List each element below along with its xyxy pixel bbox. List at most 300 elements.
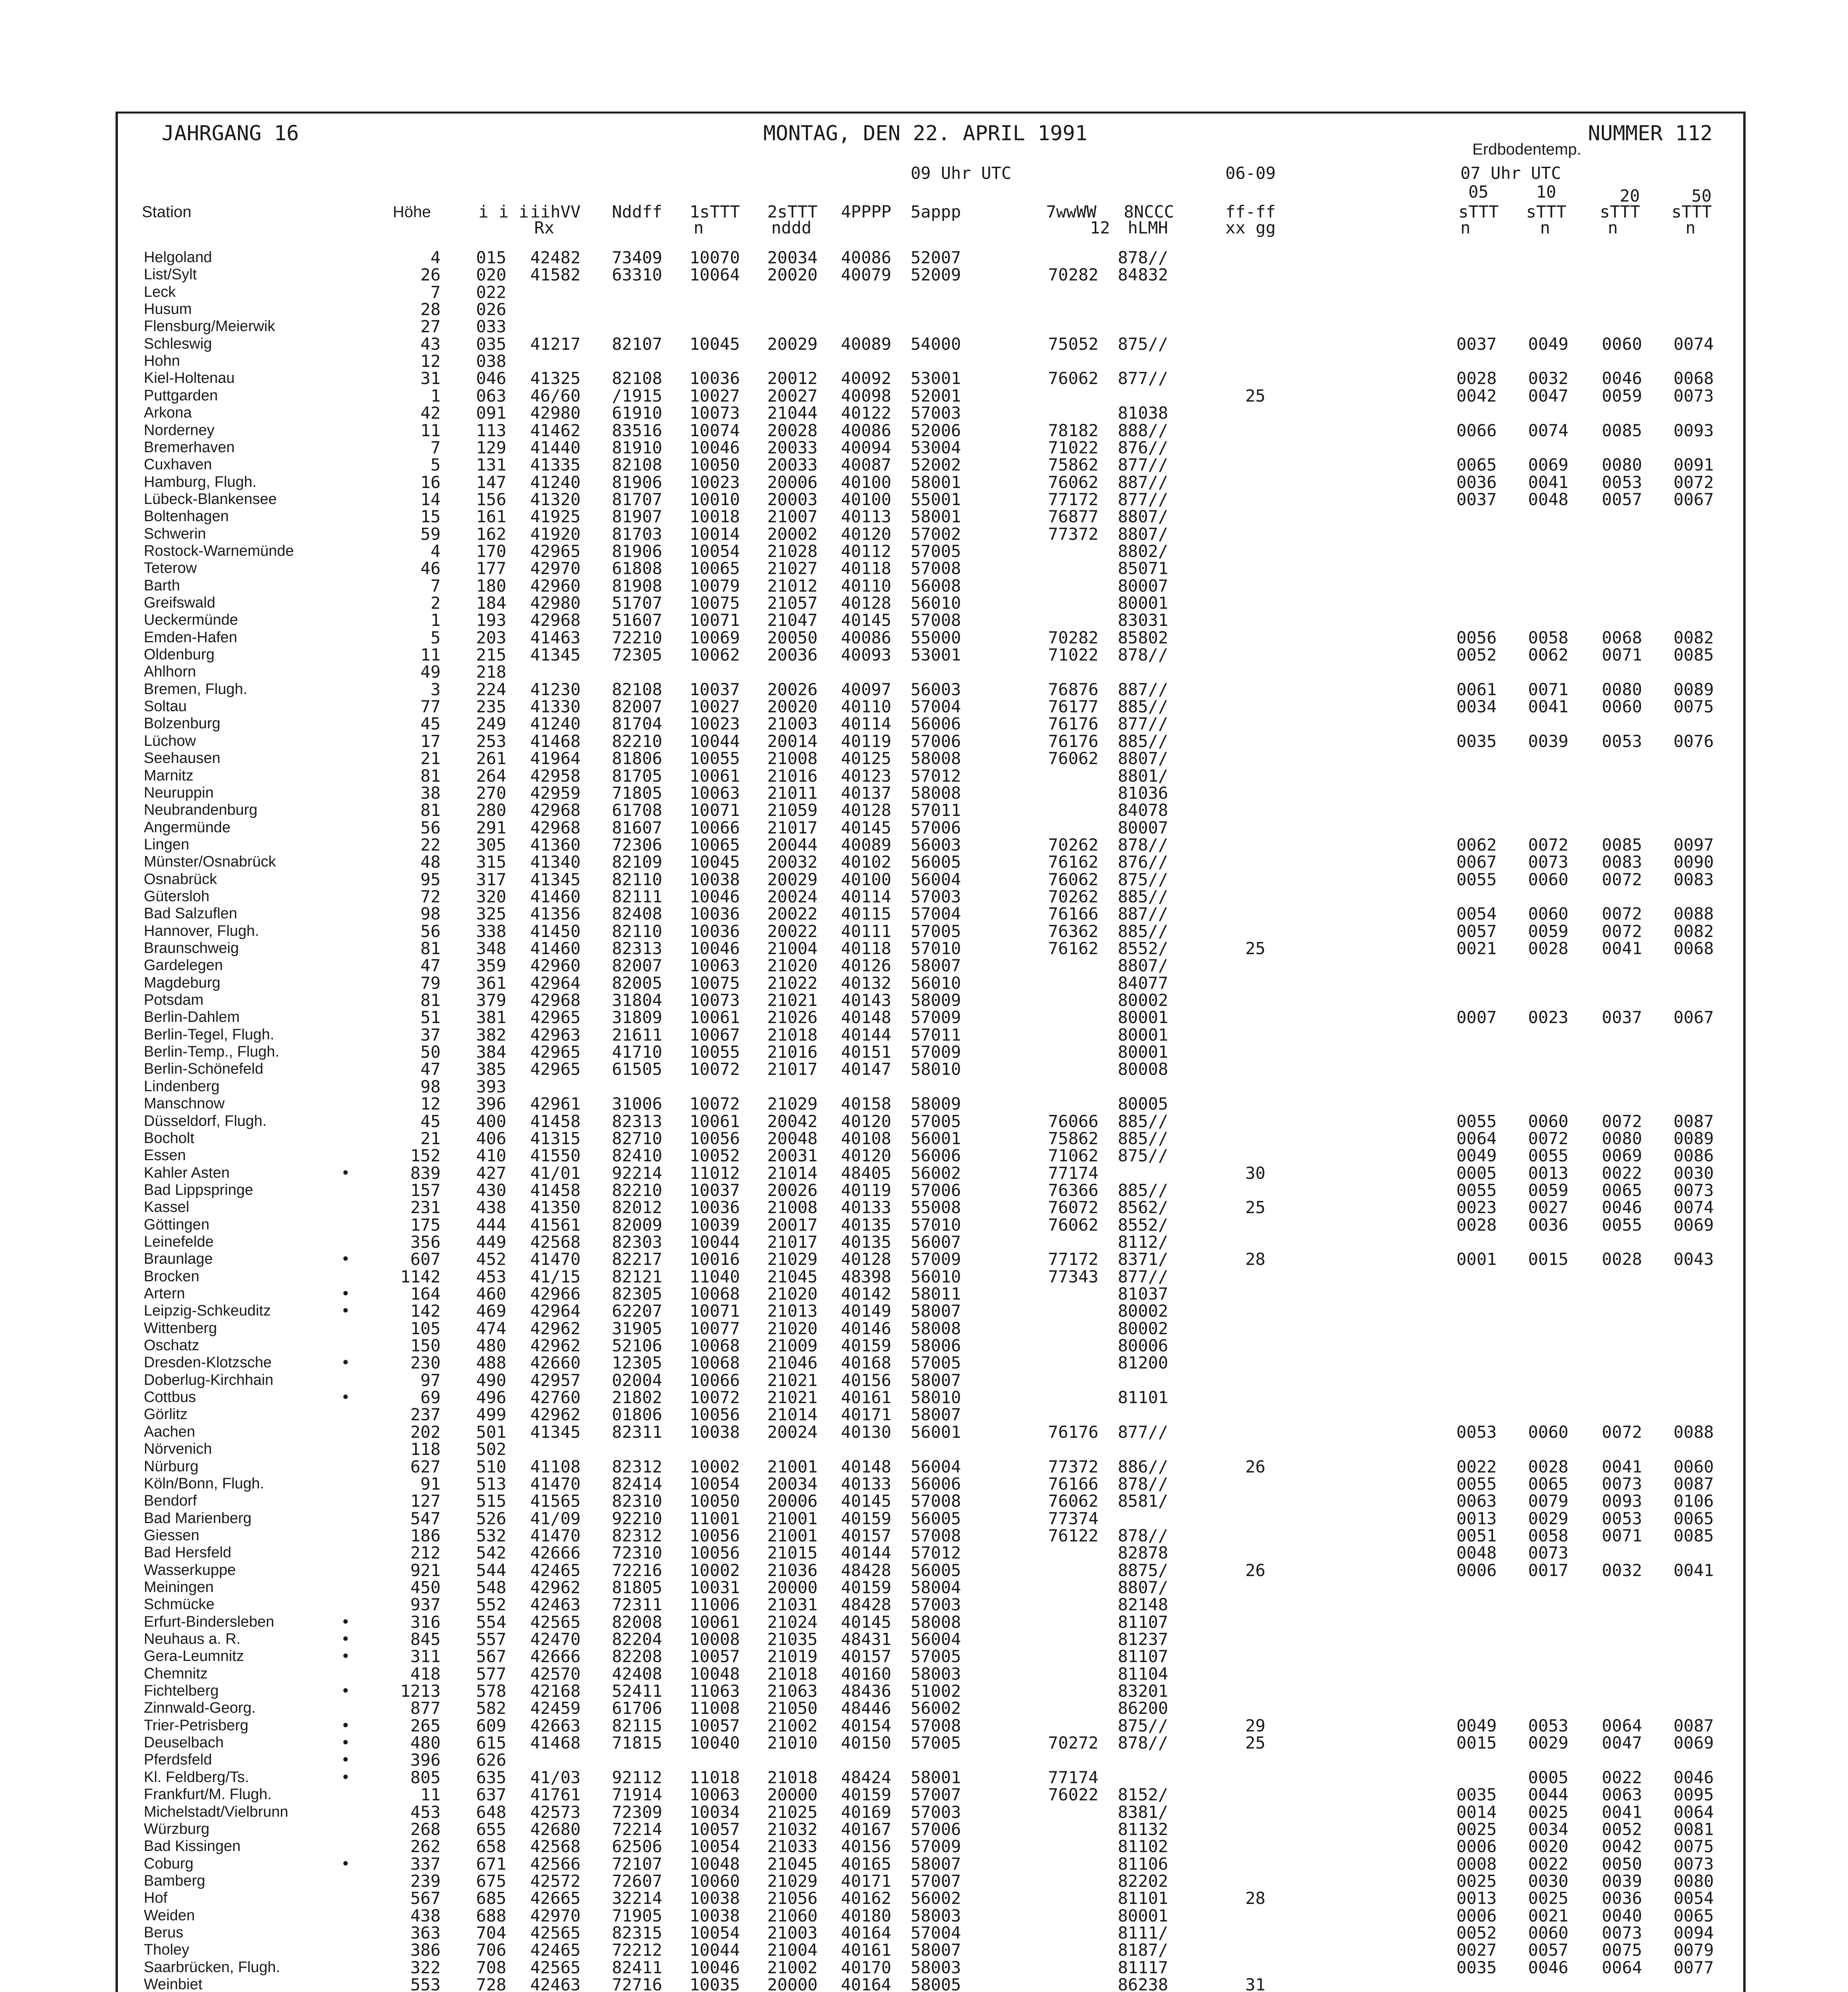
table-row xyxy=(118,543,1739,560)
cell-g7: 77172 xyxy=(1048,1249,1099,1269)
table-row xyxy=(118,422,1739,439)
cell-t50: 0094 xyxy=(1674,1923,1714,1943)
cell-g8: 887// xyxy=(1118,472,1168,492)
cell-t50: 0093 xyxy=(1674,420,1714,440)
cell-iii: 348 xyxy=(476,939,506,958)
table-row xyxy=(118,1337,1739,1354)
cell-nddff: 81704 xyxy=(612,714,662,734)
cell-g1: 10044 xyxy=(690,1940,740,1960)
cell-g4: 40171 xyxy=(841,1871,892,1891)
cell-station: Oldenburg xyxy=(144,646,215,663)
cell-g5: 57006 xyxy=(911,731,961,751)
cell-g2: 21002 xyxy=(767,1716,818,1735)
cell-iihvv: 42968 xyxy=(530,800,581,820)
cell-g2: 21001 xyxy=(767,1525,818,1545)
cell-g4: 40160 xyxy=(841,1664,892,1684)
cell-t20: 0022 xyxy=(1602,1163,1642,1183)
cell-iii: 637 xyxy=(476,1785,506,1805)
table-row xyxy=(118,1631,1739,1648)
cell-g5: 57006 xyxy=(911,818,961,837)
table-row xyxy=(118,1043,1739,1061)
cell-nddff: 73409 xyxy=(612,248,662,267)
table-row xyxy=(118,404,1739,422)
cell-nddff: 82108 xyxy=(612,369,662,388)
cell-hoehe: 77 xyxy=(420,697,441,717)
cell-g4: 40110 xyxy=(841,576,892,596)
cell-iii: 544 xyxy=(476,1560,506,1580)
cell-g2: 20006 xyxy=(767,472,818,492)
cell-t50: 0073 xyxy=(1674,386,1714,406)
cell-nddff: 31006 xyxy=(612,1094,662,1114)
cell-nddff: 72210 xyxy=(612,627,662,647)
cell-iii: 022 xyxy=(476,282,506,302)
cell-iii: 038 xyxy=(476,351,506,371)
cell-g2: 21009 xyxy=(767,1336,818,1356)
cell-station: Bad Lippspringe xyxy=(144,1181,253,1198)
cell-g7: 76166 xyxy=(1048,1474,1099,1494)
cell-iii: 162 xyxy=(476,524,506,544)
cell-nddff: /1915 xyxy=(612,386,662,406)
cell-nddff: 81705 xyxy=(612,766,662,786)
cell-t20: 0053 xyxy=(1602,472,1642,492)
cell-t20: 0083 xyxy=(1602,852,1642,872)
cell-iihvv: 42965 xyxy=(530,1008,581,1027)
cell-g8: 875// xyxy=(1118,869,1168,889)
cell-g4: 40128 xyxy=(841,800,892,820)
cell-g1: 10055 xyxy=(690,1042,740,1062)
cell-g4: 40108 xyxy=(841,1128,892,1148)
cell-iihvv: 42168 xyxy=(530,1681,581,1701)
mountain-station-dot: • xyxy=(341,1164,350,1182)
cell-g4: 40151 xyxy=(841,1042,892,1062)
cell-g8: 80007 xyxy=(1118,576,1168,596)
cell-iii: 400 xyxy=(476,1111,506,1131)
cell-hoehe: 72 xyxy=(420,886,441,906)
cell-g8: 878// xyxy=(1118,1733,1168,1753)
cell-g2: 20028 xyxy=(767,420,818,440)
cell-t50: 0060 xyxy=(1674,1457,1714,1476)
cell-g4: 48436 xyxy=(841,1681,892,1701)
cell-station: Bocholt xyxy=(144,1129,194,1147)
cell-iihvv: 42958 xyxy=(530,766,581,786)
cell-iihvv: 41470 xyxy=(530,1249,581,1269)
cell-iihvv: 41460 xyxy=(530,939,581,958)
cell-station: Hamburg, Flugh. xyxy=(144,473,257,490)
cell-iihvv: 41108 xyxy=(530,1457,581,1476)
cell-iii: 177 xyxy=(476,559,506,578)
table-row xyxy=(118,1804,1739,1821)
cell-g2: 20027 xyxy=(767,386,818,406)
table-row xyxy=(118,750,1739,767)
cell-t05: 0036 xyxy=(1456,472,1497,492)
cell-iii: 315 xyxy=(476,852,506,872)
cell-g4: 40148 xyxy=(841,1457,892,1476)
table-row xyxy=(118,1182,1739,1199)
cell-hoehe: 95 xyxy=(420,869,441,889)
table-row xyxy=(118,1302,1739,1320)
cell-station: Gardelegen xyxy=(144,957,223,974)
cell-t05: 0055 xyxy=(1456,1474,1497,1494)
cell-t10: 0071 xyxy=(1528,679,1569,699)
cell-g8: 80006 xyxy=(1118,1336,1168,1356)
cell-g5: 58001 xyxy=(911,507,961,527)
cell-g2: 21025 xyxy=(767,1802,818,1822)
table-row xyxy=(118,1596,1739,1613)
cell-station: Wasserkuppe xyxy=(144,1561,236,1578)
table-row xyxy=(118,439,1739,456)
cell-iii: 675 xyxy=(476,1871,506,1891)
cell-g8: 84832 xyxy=(1118,265,1168,285)
cell-nddff: 81906 xyxy=(612,472,662,492)
cell-g4: 40114 xyxy=(841,714,892,734)
cell-ff: 25 xyxy=(1245,1198,1266,1218)
cell-g1: 10061 xyxy=(690,1111,740,1131)
cell-iii: 449 xyxy=(476,1232,506,1252)
soil-temp-label: Erdbodentemp. xyxy=(1472,141,1581,158)
cell-g5: 56001 xyxy=(911,1422,961,1442)
cell-t10: 0022 xyxy=(1528,1854,1569,1874)
cell-t50: 0067 xyxy=(1674,1008,1714,1027)
cell-g7: 76877 xyxy=(1048,507,1099,527)
cell-station: Bamberg xyxy=(144,1872,206,1889)
cell-t20: 0046 xyxy=(1602,369,1642,388)
cell-g4: 40093 xyxy=(841,645,892,665)
cell-station: Lüchow xyxy=(144,732,196,749)
cell-t05: 0065 xyxy=(1456,455,1497,475)
cell-g2: 20050 xyxy=(767,627,818,647)
cell-g1: 10036 xyxy=(690,921,740,941)
cell-iihvv: 41925 xyxy=(530,507,581,527)
cell-iii: 453 xyxy=(476,1267,506,1286)
cell-g1: 10073 xyxy=(690,403,740,423)
cell-nddff: 82414 xyxy=(612,1474,662,1494)
cell-iihvv: 41325 xyxy=(530,369,581,388)
cell-nddff: 32214 xyxy=(612,1888,662,1908)
cell-nddff: 31905 xyxy=(612,1318,662,1338)
cell-iii: 609 xyxy=(476,1716,506,1735)
cell-g8: 878// xyxy=(1118,1525,1168,1545)
obs-time-09: 09 Uhr UTC xyxy=(911,163,1011,183)
cell-g2: 21035 xyxy=(767,1629,818,1649)
cell-hoehe: 186 xyxy=(410,1525,441,1545)
table-row xyxy=(118,1423,1739,1441)
table-row xyxy=(118,284,1739,301)
cell-ff: 25 xyxy=(1245,939,1266,958)
cell-g2: 21017 xyxy=(767,818,818,837)
table-row xyxy=(118,629,1739,646)
cell-station: Lindenberg xyxy=(144,1078,220,1095)
cell-g8: 885// xyxy=(1118,697,1168,717)
cell-station: Hannover, Flugh. xyxy=(144,922,259,939)
cell-iii: 706 xyxy=(476,1940,506,1960)
cell-g4: 40143 xyxy=(841,990,892,1010)
cell-g8: 885// xyxy=(1118,1128,1168,1148)
cell-iihvv: 41550 xyxy=(530,1146,581,1166)
cell-iii: 496 xyxy=(476,1388,506,1408)
cell-g5: 57004 xyxy=(911,904,961,924)
cell-g2: 20000 xyxy=(767,1577,818,1597)
mountain-station-dot: • xyxy=(341,1855,350,1872)
cell-g2: 21063 xyxy=(767,1681,818,1701)
cell-g4: 40123 xyxy=(841,766,892,786)
cell-nddff: 92112 xyxy=(612,1767,662,1787)
cell-iii: 184 xyxy=(476,593,506,613)
cell-g2: 21002 xyxy=(767,1957,818,1977)
cell-station: Berlin-Dahlem xyxy=(144,1009,240,1026)
cell-g5: 56005 xyxy=(911,1560,961,1580)
cell-g8: 81101 xyxy=(1118,1888,1168,1908)
cell-g1: 10016 xyxy=(690,1249,740,1269)
cell-g1: 10068 xyxy=(690,1336,740,1356)
cell-g4: 40086 xyxy=(841,248,892,267)
cell-g5: 58010 xyxy=(911,1059,961,1079)
cell-iii: 577 xyxy=(476,1664,506,1684)
cell-g4: 40125 xyxy=(841,749,892,769)
table-row xyxy=(118,940,1739,957)
cell-iii: 305 xyxy=(476,835,506,855)
cell-iii: 626 xyxy=(476,1750,506,1770)
cell-g2: 21020 xyxy=(767,956,818,976)
col-depth-10: 10 xyxy=(1536,182,1556,202)
cell-iii: 361 xyxy=(476,973,506,993)
table-row xyxy=(118,1147,1739,1164)
cell-station: Marnitz xyxy=(144,767,194,784)
cell-station: Berus xyxy=(144,1924,184,1941)
cell-t10: 0025 xyxy=(1528,1888,1569,1908)
cell-iihvv: 42960 xyxy=(530,576,581,596)
cell-ff: 28 xyxy=(1245,1888,1266,1908)
col-7wwww-12: 12 xyxy=(1090,218,1110,237)
cell-iihvv: 42970 xyxy=(530,1906,581,1925)
cell-t05: 0035 xyxy=(1456,1785,1497,1805)
cell-g2: 21010 xyxy=(767,1733,818,1753)
cell-g2: 20033 xyxy=(767,455,818,475)
cell-g8: 83031 xyxy=(1118,610,1168,630)
cell-g8: 8552/ xyxy=(1118,939,1168,958)
cell-iii: 379 xyxy=(476,990,506,1010)
cell-iihvv: 42961 xyxy=(530,1094,581,1114)
cell-g2: 21029 xyxy=(767,1249,818,1269)
cell-iihvv: 42968 xyxy=(530,990,581,1010)
cell-ff: 25 xyxy=(1245,386,1266,406)
table-row xyxy=(118,1285,1739,1302)
cell-t10: 0021 xyxy=(1528,1906,1569,1925)
table-row xyxy=(118,1389,1739,1406)
cell-g1: 10071 xyxy=(690,610,740,630)
cell-hoehe: 839 xyxy=(410,1163,441,1183)
cell-station: Helgoland xyxy=(144,249,212,266)
mountain-station-dot: • xyxy=(341,1250,350,1268)
cell-iihvv: 42463 xyxy=(530,1595,581,1615)
cell-g8: 80005 xyxy=(1118,1094,1168,1114)
cell-t10: 0065 xyxy=(1528,1474,1569,1494)
cell-g4: 48428 xyxy=(841,1595,892,1615)
cell-hoehe: 237 xyxy=(410,1405,441,1425)
cell-g4: 40164 xyxy=(841,1975,892,1992)
cell-t05: 0035 xyxy=(1456,731,1497,751)
cell-g1: 10054 xyxy=(690,1837,740,1857)
cell-g1: 10023 xyxy=(690,472,740,492)
cell-t50: 0081 xyxy=(1674,1819,1714,1839)
cell-g5: 57004 xyxy=(911,1923,961,1943)
cell-g2: 21011 xyxy=(767,783,818,803)
cell-hoehe: 50 xyxy=(420,1042,441,1062)
cell-station: Gera-Leumnitz xyxy=(144,1648,244,1665)
cell-station: Soltau xyxy=(144,698,187,715)
cell-nddff: 82111 xyxy=(612,886,662,906)
cell-g1: 10077 xyxy=(690,1318,740,1338)
cell-station: Kiel-Holtenau xyxy=(144,370,235,387)
cell-station: Braunschweig xyxy=(144,940,239,957)
cell-g1: 10055 xyxy=(690,749,740,769)
cell-t50: 0075 xyxy=(1674,1837,1714,1857)
cell-nddff: 81806 xyxy=(612,749,662,769)
cell-t50: 0088 xyxy=(1674,1422,1714,1442)
cell-g5: 58007 xyxy=(911,1370,961,1390)
cell-t10: 0015 xyxy=(1528,1249,1569,1269)
cell-g5: 52009 xyxy=(911,265,961,285)
cell-iii: 444 xyxy=(476,1215,506,1235)
cell-g4: 40079 xyxy=(841,265,892,285)
cell-iii: 438 xyxy=(476,1198,506,1218)
cell-g8: 8802/ xyxy=(1118,541,1168,561)
cell-g7: 70282 xyxy=(1048,627,1099,647)
cell-t05: 0062 xyxy=(1456,835,1497,855)
cell-g7: 71022 xyxy=(1048,437,1099,457)
cell-iii: 396 xyxy=(476,1094,506,1114)
cell-t20: 0028 xyxy=(1602,1249,1642,1269)
cell-g8: 8371/ xyxy=(1118,1249,1168,1269)
cell-g1: 10027 xyxy=(690,386,740,406)
col-hlmh: hLMH xyxy=(1128,218,1168,237)
cell-g4: 40130 xyxy=(841,1422,892,1442)
cell-t20: 0063 xyxy=(1602,1785,1642,1805)
cell-g4: 40168 xyxy=(841,1353,892,1373)
col-iii: i i i xyxy=(478,202,529,222)
cell-iihvv: 42566 xyxy=(530,1854,581,1874)
cell-station: Hof xyxy=(144,1890,168,1907)
cell-iii: 253 xyxy=(476,731,506,751)
cell-g1: 10036 xyxy=(690,369,740,388)
cell-g4: 40128 xyxy=(841,1249,892,1269)
cell-iii: 156 xyxy=(476,489,506,509)
cell-g2: 21031 xyxy=(767,1595,818,1615)
cell-iii: 131 xyxy=(476,455,506,475)
cell-t05: 0037 xyxy=(1456,334,1497,354)
cell-nddff: 72311 xyxy=(612,1595,662,1615)
cell-g8: 877// xyxy=(1118,1422,1168,1442)
cell-t50: 0068 xyxy=(1674,369,1714,388)
cell-hoehe: 937 xyxy=(410,1595,441,1615)
cell-iihvv: 41360 xyxy=(530,835,581,855)
cell-station: Weiden xyxy=(144,1907,195,1924)
cell-g2: 20003 xyxy=(767,489,818,509)
cell-t10: 0060 xyxy=(1528,1923,1569,1943)
col-7wwww: 7wwWW xyxy=(1046,202,1097,222)
cell-nddff: 82303 xyxy=(612,1232,662,1252)
table-row xyxy=(118,974,1739,992)
cell-nddff: 82313 xyxy=(612,939,662,958)
cell-t10: 0073 xyxy=(1528,852,1569,872)
col-sttt-20: sTTT xyxy=(1600,202,1640,222)
cell-station: Manschnow xyxy=(144,1095,225,1112)
cell-hoehe: 322 xyxy=(410,1957,441,1977)
table-row xyxy=(118,1130,1739,1147)
cell-g7: 77372 xyxy=(1048,524,1099,544)
cell-nddff: 02004 xyxy=(612,1370,662,1390)
cell-g5: 55000 xyxy=(911,627,961,647)
cell-g8: 876// xyxy=(1118,852,1168,872)
cell-hoehe: 81 xyxy=(420,800,441,820)
cell-g8: 81106 xyxy=(1118,1854,1168,1874)
cell-t20: 0037 xyxy=(1602,1008,1642,1027)
cell-iii: 430 xyxy=(476,1180,506,1200)
cell-g5: 52007 xyxy=(911,248,961,267)
period-06-09: 06-09 xyxy=(1225,163,1276,183)
issue-date: MONTAG, DEN 22. APRIL 1991 xyxy=(763,122,1088,145)
cell-t10: 0059 xyxy=(1528,921,1569,941)
cell-g8: 81037 xyxy=(1118,1284,1168,1304)
cell-g7: 71022 xyxy=(1048,645,1099,665)
col-n-50: n xyxy=(1685,218,1696,237)
cell-iii: 567 xyxy=(476,1647,506,1667)
cell-t20: 0072 xyxy=(1602,921,1642,941)
cell-iii: 359 xyxy=(476,956,506,976)
cell-t05: 0051 xyxy=(1456,1525,1497,1545)
cell-g1: 10044 xyxy=(690,731,740,751)
cell-station: Magdeburg xyxy=(144,974,221,991)
cell-g4: 48405 xyxy=(841,1163,892,1183)
cell-g5: 51002 xyxy=(911,1681,961,1701)
cell-nddff: 81910 xyxy=(612,437,662,457)
table-row xyxy=(118,646,1739,663)
cell-g8: 82202 xyxy=(1118,1871,1168,1891)
table-row xyxy=(118,1492,1739,1510)
cell-g2: 20012 xyxy=(767,369,818,388)
cell-g4: 40113 xyxy=(841,507,892,527)
cell-iihvv: 42680 xyxy=(530,1819,581,1839)
cell-nddff: 72214 xyxy=(612,1819,662,1839)
cell-hoehe: 239 xyxy=(410,1871,441,1891)
cell-g5: 54000 xyxy=(911,334,961,354)
cell-t20: 0080 xyxy=(1602,679,1642,699)
cell-g7: 76166 xyxy=(1048,904,1099,924)
cell-g2: 21018 xyxy=(767,1767,818,1787)
cell-g1: 10050 xyxy=(690,1491,740,1511)
cell-hoehe: 21 xyxy=(420,749,441,769)
cell-station: Osnabrück xyxy=(144,871,217,888)
cell-g7: 76177 xyxy=(1048,697,1099,717)
cell-station: Nürburg xyxy=(144,1458,199,1475)
cell-nddff: 83516 xyxy=(612,420,662,440)
cell-g5: 58001 xyxy=(911,1767,961,1787)
cell-hoehe: 56 xyxy=(420,921,441,941)
cell-station: Köln/Bonn, Flugh. xyxy=(144,1475,265,1492)
cell-nddff: 82312 xyxy=(612,1525,662,1545)
cell-g4: 40165 xyxy=(841,1854,892,1874)
cell-g8: 885// xyxy=(1118,921,1168,941)
cell-iihvv: 42980 xyxy=(530,593,581,613)
cell-g8: 80001 xyxy=(1118,1042,1168,1062)
cell-g5: 58009 xyxy=(911,1094,961,1114)
cell-g8: 878// xyxy=(1118,645,1168,665)
cell-t50: 0073 xyxy=(1674,1854,1714,1874)
cell-hoehe: 5 xyxy=(430,455,441,475)
cell-g5: 58007 xyxy=(911,1301,961,1321)
cell-t10: 0060 xyxy=(1528,869,1569,889)
cell-g2: 20024 xyxy=(767,1422,818,1442)
cell-station: Bolzenburg xyxy=(144,715,221,732)
